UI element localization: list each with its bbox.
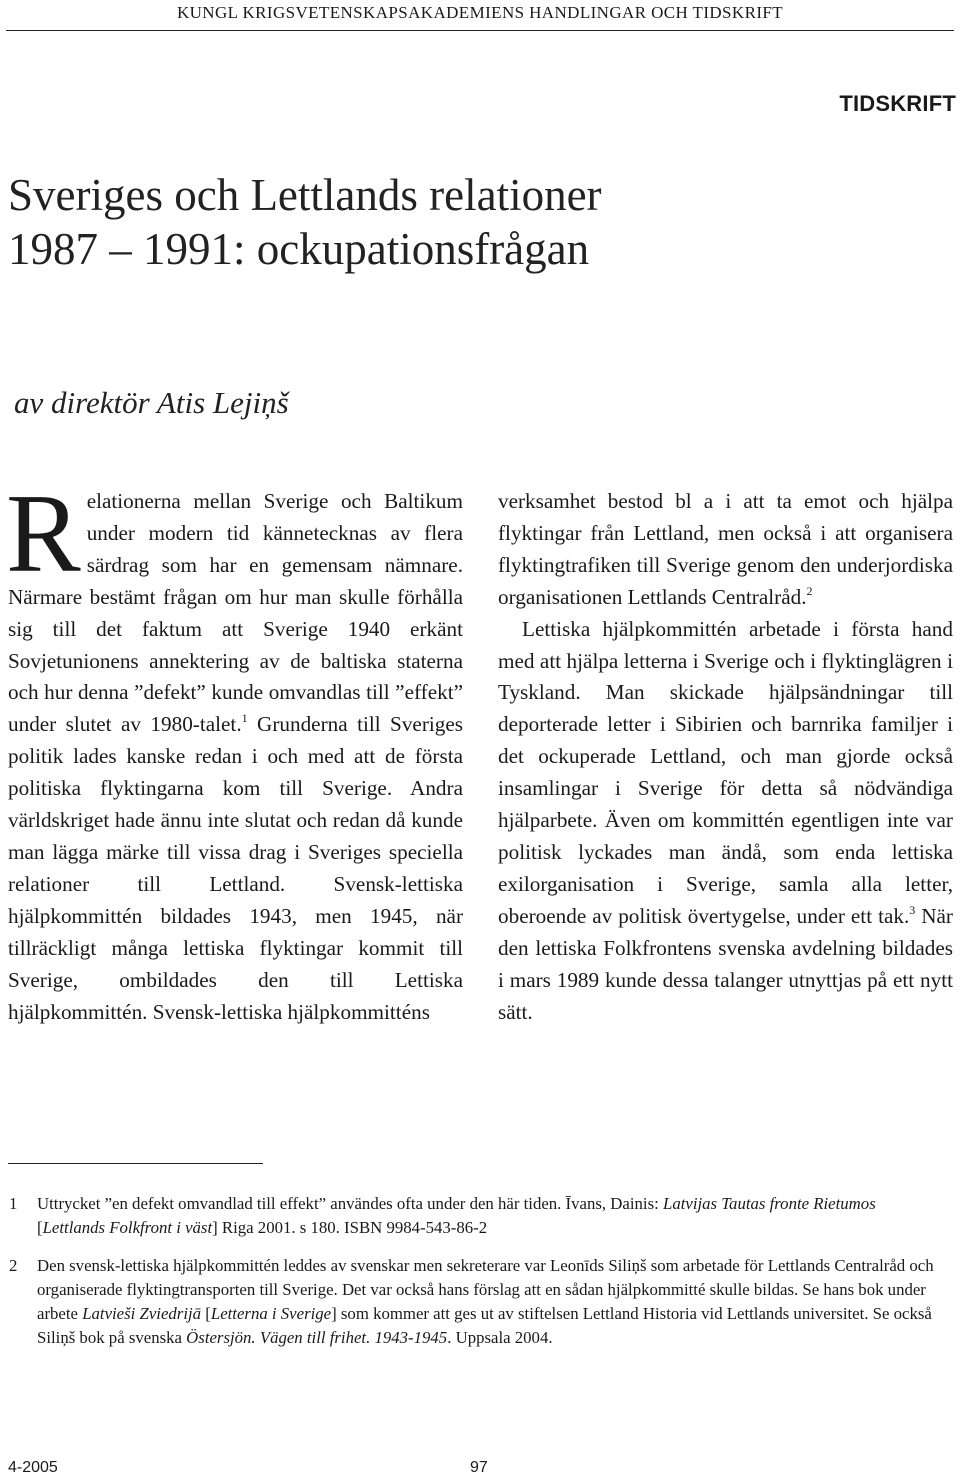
footnote-italic: Latvijas Tautas fronte Rietumos	[662, 1194, 876, 1213]
paragraph-text: När den lettiska Folkfrontens svenska avdelning bildades i mars 1989 kunde dessa talanger utnyttjas på ett nytt sätt.	[498, 903, 953, 1024]
footnote-italic: Lettlands Folkfront i väst	[42, 1218, 213, 1237]
body-column-left	[6, 472, 464, 1028]
footnote-text: . Uppsala 2004.	[447, 1328, 553, 1347]
footnote-text: [	[37, 1218, 43, 1237]
paragraph-text: verksamhet bestod bl a i att ta emot och hjälpa flyktingar från Lettland, men också i att organisera flyktingtrafiken till Sverige genom den underjordiska organisationen Lettlands Centralråd.	[498, 489, 953, 609]
footnote-italic: Latvieši Zviedrijā	[82, 1304, 202, 1323]
footnote-text: ] som kommer att ges ut av stiftelsen Lettland Historia vid Lettlands universitet. Se också Siliņš bok på svenska	[37, 1304, 932, 1347]
footnote-ref-1: 1	[241, 711, 248, 726]
footnote-number: 2	[9, 1256, 18, 1275]
body-column-right	[498, 486, 953, 1028]
footnote-2	[0, 1254, 945, 1350]
footnote-number: 1	[9, 1194, 18, 1213]
header-rule	[6, 30, 954, 31]
title-line-1: Sveriges och Lettlands relationer	[8, 170, 602, 220]
issue-number: 4-2005	[8, 1459, 58, 1476]
paragraph	[498, 486, 953, 614]
paragraph-text: Lettiska hjälpkommittén arbetade i första hand med att hjälpa letterna i Sverige och i flyktinglägren i Tyskland. Man skickade hjälpsändningar till deporterade letter i Sibirien och barnrika familjer i det ockuperade Lettland, och man gjorde också insamlingar i Sverige för detta så nödvändiga hjälparbete. Även om kommittén egentligen inte var politisk lyckades man ändå, som enda lettiska exilorganisation i Sverige, samla alla letter, oberoende av politisk övertygelse, under ett tak.	[498, 616, 953, 928]
footnote-italic: Letterna i Sverige	[210, 1304, 332, 1323]
footnotes	[0, 1192, 945, 1364]
section-label: TIDSKRIFT	[839, 91, 956, 116]
page-number: 97	[470, 1459, 488, 1476]
footnote-text: [	[201, 1304, 211, 1323]
article-title	[8, 168, 908, 276]
footnote-rule	[8, 1163, 263, 1164]
title-line-2: 1987 – 1991: ockupationsfrågan	[8, 224, 590, 274]
paragraph	[498, 614, 953, 1029]
drop-cap: R	[6, 472, 81, 596]
paragraph	[6, 472, 464, 1028]
footnote-ref-2: 2	[806, 583, 813, 598]
paragraph-text: elationerna mellan Sverige och Baltikum under modern tid kännetecknas av flera särdrag som har en gemensam nämnare. Närmare bestämt frågan om hur man skulle förhålla sig till det faktum att Sverige 1940 erkänt Sovjetunionens annektering av de baltiska staterna och hur denna ”defekt” kunde omvandlas till ”effekt” under slutet av 1980-talet.	[8, 489, 463, 737]
footnote-text: Den svensk-lettiska hjälpkommittén leddes av svenskar men sekreterare var Leonīds Siliņš som arbetade för Lettlands Centralråd och organiserade flyktingtransporten till Sverige. Det var också hans förslag att en sådan hjälpkommitté skulle bildas. Se hans bok under arbete	[37, 1256, 934, 1323]
byline: av direktör Atis Lejiņš	[14, 385, 289, 420]
footnote-text: Uttrycket ”en defekt omvandlad till effekt” användes ofta under den här tiden. Īvans, Dainis:	[37, 1194, 663, 1213]
footnote-ref-3: 3	[909, 902, 916, 917]
footnote-text: ] Riga 2001. s 180. ISBN 9984-543-86-2	[212, 1218, 488, 1237]
footnote-1	[0, 1192, 945, 1240]
paragraph-text: Grunderna till Sveriges politik lades kanske redan i och med att de första politiska flyktingarna kom till Sverige. Andra världskriget hade ännu inte slutat och redan då kunde man lägga märke till vissa drag i Sveriges speciella relationer till Lettland. Svensk-lettiska hjälpkommittén bildades 1943, men 1945, när tillräckligt många lettiska flyktingar kommit till Sverige, ombildades den till Lettiska hjälpkommittén. Svensk-lettiska hjälpkommitténs	[8, 712, 464, 1024]
running-head: KUNGL KRIGSVETENSKAPSAKADEMIENS HANDLINGAR OCH TIDSKRIFT	[176, 3, 784, 22]
footnote-italic: Östersjön. Vägen till frihet. 1943-1945	[186, 1328, 448, 1347]
